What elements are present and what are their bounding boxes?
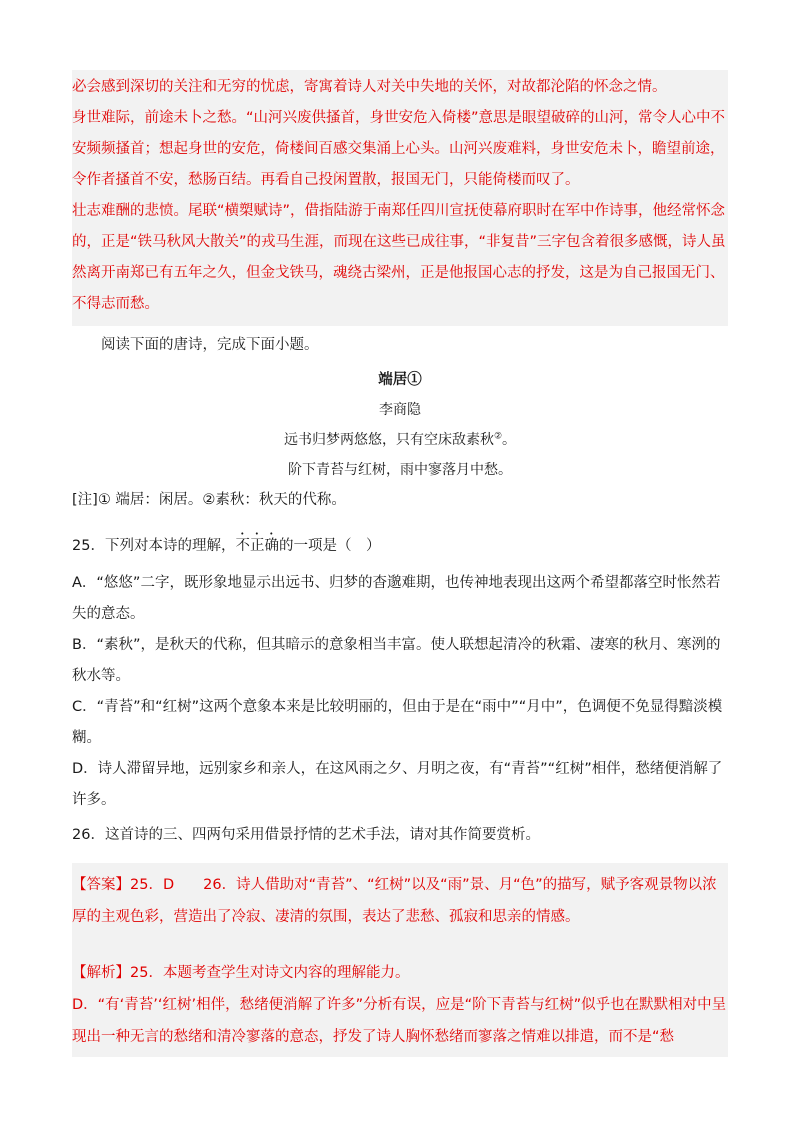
analysis-option-d: D．“有‘青苔’‘红树’相伴，愁绪便消解了许多”分析有误，应是“阶下青苔与红树”似乎也在默默相对中呈现出一种无言的愁绪和清冷寥落的意态，抒发了诗人胸怀愁绪而寥落之情难以排遣，而不是“愁 bbox=[72, 997, 727, 1045]
analysis-label: 【解析】 bbox=[72, 965, 130, 981]
question-25 bbox=[72, 530, 728, 562]
poem-line-1 bbox=[72, 425, 728, 455]
analysis-paragraph: 身世难际，前途未卜之愁。“山河兴废供搔首，身世安危入倚楼”意思是眼望破碎的山河，常令人心中不安频频搔首；想起身世的安危，倚楼间百感交集涌上心头。山河兴废难料，身世安危未卜，瞻望前途，令作者搔首不安，愁肠百结。再看自己投闲置散，报国无门，只能倚楼而叹了。 bbox=[72, 110, 726, 188]
question-25-emphasis: 不正确 bbox=[235, 538, 279, 554]
option-a: A．“悠悠”二字，既形象地显示出远书、归梦的杳邈难期，也传神地表现出这两个希望都落空时怅然若失的意态。 bbox=[72, 575, 721, 622]
question-26: 26．这首诗的三、四两句采用借景抒情的艺术手法，请对其作简要赏析。 bbox=[72, 827, 540, 843]
analysis-text: 25．本题考查学生对诗文内容的理解能力。 bbox=[130, 965, 410, 981]
question-25-suffix: 的一项是（ ） bbox=[278, 538, 381, 554]
option-b: B．“素秋”，是秋天的代称，但其暗示的意象相当丰富。使人联想起清冷的秋霜、凄寒的秋月、寒洌的秋水等。 bbox=[72, 637, 721, 684]
poem-author: 李商隐 bbox=[379, 402, 421, 418]
analysis-paragraph: 必会感到深切的关注和无穷的忧虑，寄寓着诗人对关中失地的关怀，对故都沦陷的怀念之情。 bbox=[72, 79, 667, 95]
answer-text: 25．D 26．诗人借助对“青苔”、“红树”以及“雨”景、月“色”的描写，赋予客观景物以浓厚的主观色彩，营造出了冷寂、凄清的氛围，表达了悲愁、孤寂和思亲的情感。 bbox=[72, 877, 717, 925]
analysis-paragraph: 壮志难酬的悲愤。尾联“横槊赋诗”，借指陆游于南郑任四川宣抚使幕府职时在军中作诗事，他经常怀念的，正是“铁马秋风大散关”的戎马生涯，而现在这些已成往事，“非复昔”三字包含着很多感慨，诗人虽然离开南郑已有五年之久，但金戈铁马，魂绕古梁州，正是他报国心志的抒发，这是为自己报国无门、不得志而愁。 bbox=[72, 203, 726, 312]
question-25-prefix: 25．下列对本诗的理解， bbox=[72, 538, 236, 554]
poem-title: 端居① bbox=[378, 371, 422, 388]
answer-paragraph bbox=[72, 869, 728, 933]
reading-instruction: 阅读下面的唐诗，完成下面小题。 bbox=[101, 337, 319, 353]
answer-label: 【答案】 bbox=[72, 877, 130, 893]
poem-line-1-end: 。 bbox=[502, 432, 517, 448]
answer-block bbox=[72, 863, 728, 1057]
footnote-marker: ② bbox=[493, 431, 503, 442]
analysis-intro bbox=[72, 957, 728, 989]
top-analysis-block bbox=[72, 70, 728, 326]
poem-line-1-text: 远书归梦两悠悠，只有空床敌素秋 bbox=[283, 432, 494, 448]
option-d: D．诗人滞留异地，远别家乡和亲人，在这风雨之夕、月明之夜，有“青苔”“红树”相伴，愁绪便消解了许多。 bbox=[72, 761, 723, 808]
option-c: C．“青苔”和“红树”这两个意象本来是比较明丽的，但由于是在“雨中”“月中”，色调便不免显得黯淡模糊。 bbox=[72, 699, 723, 746]
document-page bbox=[72, 70, 728, 1057]
poem-line-2: 阶下青苔与红树，雨中寥落月中愁。 bbox=[288, 462, 512, 478]
poem-note: [注]① 端居：闲居。②素秋：秋天的代称。 bbox=[72, 492, 346, 508]
